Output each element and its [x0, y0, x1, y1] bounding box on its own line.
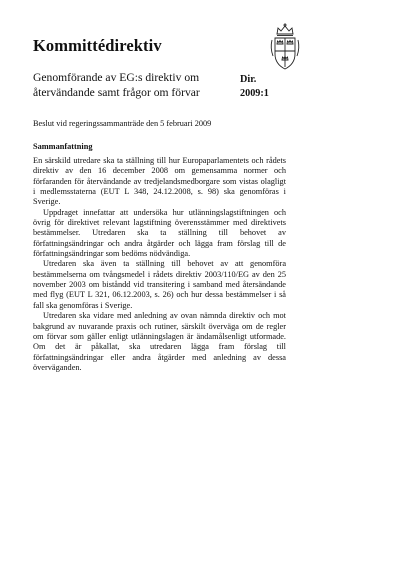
- swedish-crown-crest-icon: [266, 22, 304, 72]
- body-paragraph: Utredaren ska vidare med anledning av ovan nämnda direktiv och mot bakgrund av nuvarande praxis och rutiner, särskilt överväga om de regler om förvar som gäller enligt utlänningslagen är ändamålsenligt utformade. Om det är påkallat, ska utredaren lägga fram förslag till författningsändringar eller andra åtgärder med anledning av dessa överväganden.: [33, 311, 286, 372]
- directive-subject: [33, 71, 223, 100]
- directive-label: Dir.: [240, 74, 257, 85]
- subject-line: Genomförande av EG:s direktiv om: [33, 71, 200, 84]
- document-type-title: Kommittédirektiv: [33, 36, 162, 55]
- body-paragraph: Uppdraget innefattar att undersöka hur utlänningslagstiftningen och övrig för direktivet relevant lagstiftning överensstämmer med direktivets bestämmelser. Utredaren ska ta ställning till behovet av författningsändringar och andra åtgärder och lägga fram förslag till de författningsändringar som bedöms nödvändiga.: [33, 207, 286, 259]
- body-paragraph: Utredaren ska även ta ställning till behovet av att genomföra bestämmelserna om tvångsmedel i rådets direktiv 2003/110/EG av den 25 november 2003 om biståndd vid transitering i samband med återsändande med flyg (EUT L 321, 06.12.2003, s. 26) och hur dessa bestämmelser i så fall ska genomföras i Sverige.: [33, 259, 286, 310]
- section-heading: Sammanfattning: [33, 142, 93, 151]
- summary-body: [33, 156, 286, 373]
- directive-number: 2009:1: [240, 87, 269, 99]
- decision-line: Beslut vid regeringssammanträde den 5 februari 2009: [33, 119, 212, 128]
- subject-line: återvändande samt frågor om förvar: [33, 85, 200, 99]
- body-paragraph: En särskild utredare ska ta ställning till hur Europaparlamentets och rådets direktiv av den 16 december 2008 om gemensamma normer och förfaranden för återvändande av tredjelandsmedborgare som vistas olagligt i medlemsstaterna (EUT L 348, 24.12.2008, s. 98) ska genomföras i Sverige.: [33, 156, 286, 207]
- directive-number-block: [240, 73, 269, 100]
